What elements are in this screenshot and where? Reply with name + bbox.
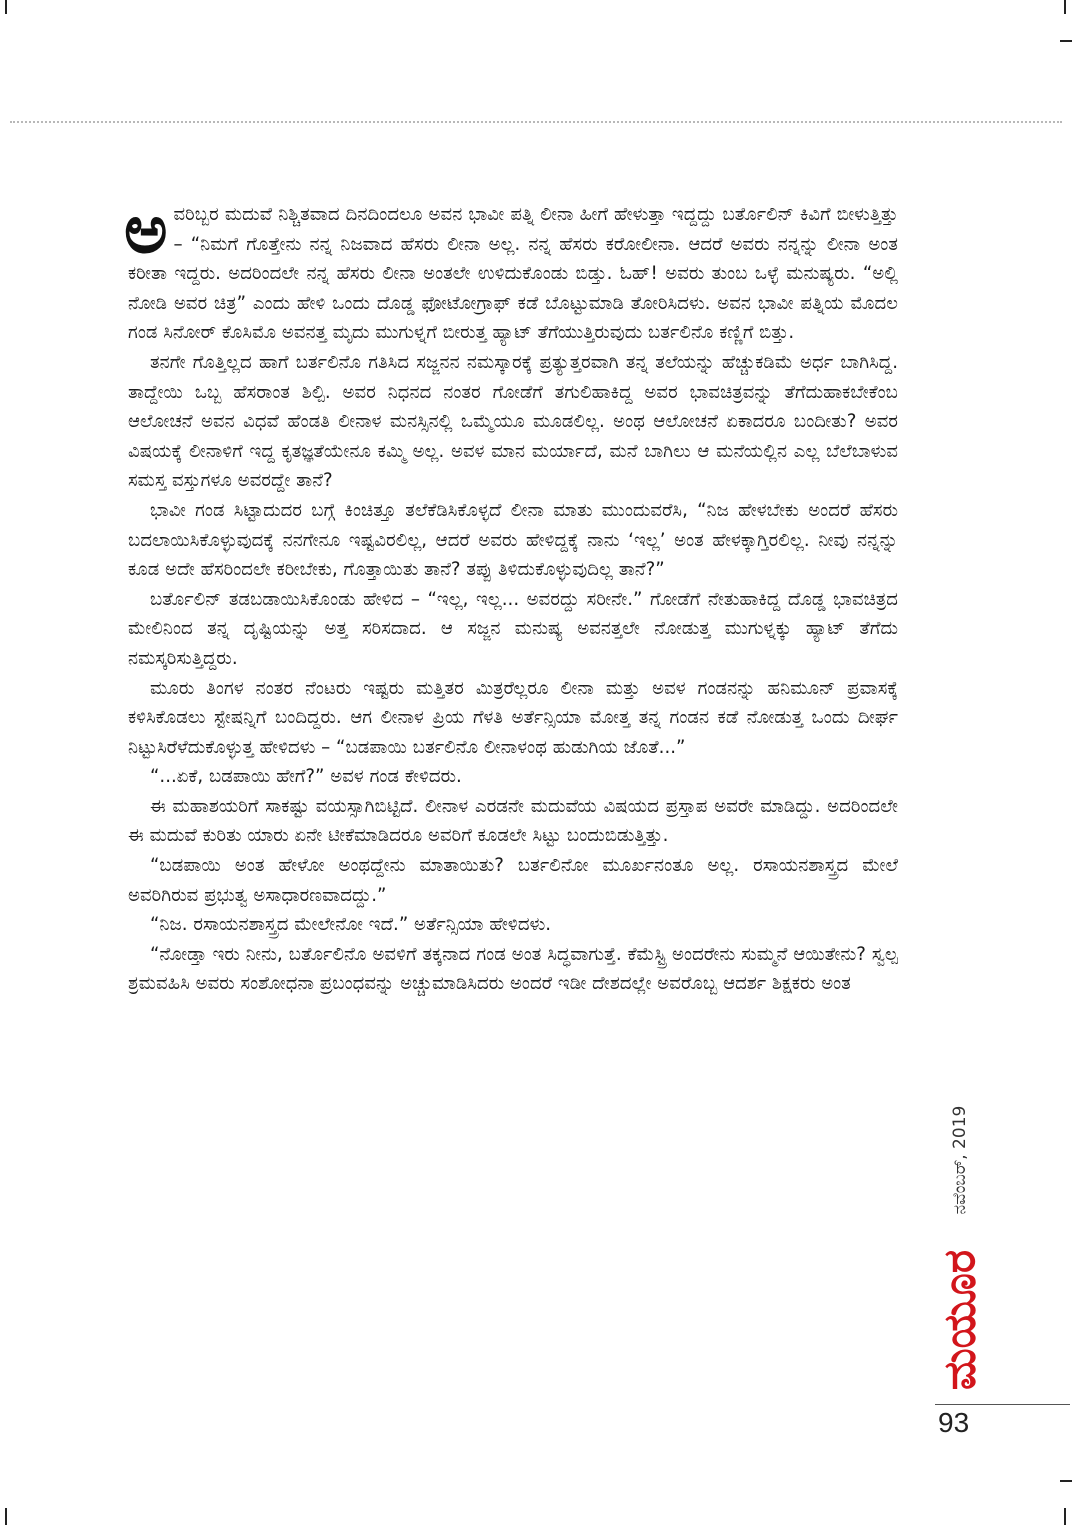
article-paragraph: “ನಿಜ. ರಸಾಯನಶಾಸ್ತ್ರದ ಮೇಲೇನೋ ಇದೆ.” ಅರ್ತೆನ್ಸಿಯಾ ಹೇಳಿದಳು. [150,914,552,936]
crop-mark-top-right [1064,0,1066,14]
article-paragraph: ಭಾವೀ ಗಂಡ ಸಿಟ್ಟಾದುದರ ಬಗ್ಗೆ ಕಿಂಚಿತ್ತೂ ತಲೆಕೆಡಿಸಿಕೊಳ್ಳದೆ ಲೀನಾ ಮಾತು ಮುಂದುವರೆಸಿ, “ನಿಜ ಹೇಳಬೇಕು ಅಂದರೆ ಹೆಸರು ಬದಲಾಯಿಸಿಕೊಳ್ಳುವುದಕ್ಕೆ ನನಗೇನೂ ಇಷ್ಟವಿರಲಿಲ್ಲ, ಆದರೆ ಅವರು ಹೇಳಿದ್ದಕ್ಕೆ ನಾನು ‘ಇಲ್ಲ’ ಅಂತ ಹೇಳಕ್ಕಾಗ್ತಿರಲಿಲ್ಲ. ನೀವು ನನ್ನನ್ನು ಕೂಡ ಅದೇ ಹೆಸರಿಂದಲೇ ಕರೀಬೇಕು, ಗೊತ್ತಾಯಿತು ತಾನೆ? ತಪ್ಪು ತಿಳಿದುಕೊಳ್ಳುವುದಿಲ್ಲ ತಾನೆ?” [128,499,898,581]
article-paragraph: “...ಏಕೆ, ಬಡಪಾಯಿ ಹೇಗೆ?” ಅವಳ ಗಂಡ ಕೇಳಿದರು. [150,766,462,788]
magazine-logo [920,1240,1000,1400]
article-paragraph: ತನಗೇ ಗೊತ್ತಿಲ್ಲದ ಹಾಗೆ ಬರ್ತಲಿನೊ ಗತಿಸಿದ ಸಜ್ಜನನ ನಮಸ್ಕಾರಕ್ಕೆ ಪ್ರತ್ಯುತ್ತರವಾಗಿ ತನ್ನ ತಲೆಯನ್ನು ಹೆಚ್ಚುಕಡಿಮೆ ಅರ್ಧ ಬಾಗಿಸಿದ್ದ. ತಾದ್ದೇಯಿ ಒಬ್ಬ ಹೆಸರಾಂತ ಶಿಲ್ಪಿ. ಅವರ ನಿಧನದ ನಂತರ ಗೋಡೆಗೆ ತಗುಲಿಹಾಕಿದ್ದ ಅವರ ಭಾವಚಿತ್ರವನ್ನು ತೆಗೆದುಹಾಕಬೇಕೆಂಬ ಆಲೋಚನೆ ಅವನ ವಿಧವೆ ಹೆಂಡತಿ ಲೀನಾಳ ಮನಸ್ಸಿನಲ್ಲಿ ಒಮ್ಮೆಯೂ ಮೂಡಲಿಲ್ಲ. ಅಂಥ ಆಲೋಚನೆ ಏಕಾದರೂ ಬಂದೀತು? ಅವರ ವಿಷಯಕ್ಕೆ ಲೀನಾಳಿಗೆ ಇದ್ದ ಕೃತಜ್ಞತೆಯೇನೂ ಕಮ್ಮಿ ಅಲ್ಲ. ಅವಳ ಮಾನ ಮರ್ಯಾದೆ, ಮನೆ ಬಾಗಿಲು ಆ ಮನೆಯಲ್ಲಿನ ಎಲ್ಲ ಬೆಲೆಬಾಳುವ ಸಮಸ್ತ ವಸ್ತುಗಳೂ ಅವರದ್ದೇ ತಾನೆ? [128,351,898,492]
article-paragraph: ಬರ್ತೊಲಿನ್ ತಡಬಡಾಯಿಸಿಕೊಂಡು ಹೇಳಿದ – “ಇಲ್ಲ, ಇಲ್ಲ... ಅವರದ್ದು ಸರೀನೇ.” ಗೋಡೆಗೆ ನೇತುಹಾಕಿದ್ದ ದೊಡ್ಡ ಭಾವಚಿತ್ರದ ಮೇಲಿನಿಂದ ತನ್ನ ದೃಷ್ಟಿಯನ್ನು ಅತ್ತ ಸರಿಸದಾದ. ಆ ಸಜ್ಜನ ಮನುಷ್ಯ ಅವನತ್ತಲೇ ನೋಡುತ್ತ ಮುಗುಳ್ನಕ್ಕು ಹ್ಯಾಟ್ ತೆಗೆದು ನಮಸ್ಕರಿಸುತ್ತಿದ್ದರು. [128,588,898,669]
magazine-logo-text: ಮಯೂರ [934,1249,986,1391]
header-dotted-rule [10,121,1062,123]
issue-date [925,1090,995,1230]
drop-cap: ಅ [124,191,168,268]
article-paragraph: ಈ ಮಹಾಶಯರಿಗೆ ಸಾಕಷ್ಟು ವಯಸ್ಸಾಗಿಬಿಟ್ಟಿದೆ. ಲೀನಾಳ ಎರಡನೇ ಮದುವೆಯ ವಿಷಯದ ಪ್ರಸ್ತಾಪ ಅವರೇ ಮಾಡಿದ್ದು. ಅದರಿಂದಲೇ ಈ ಮದುವೆ ಕುರಿತು ಯಾರು ಏನೇ ಟೀಕೆಮಾಡಿದರೂ ಅವರಿಗೆ ಕೂಡಲೇ ಸಿಟ್ಟು ಬಂದುಬಿಡುತ್ತಿತ್ತು. [128,795,898,847]
crop-mark-bottom-left [5,1508,7,1525]
article-paragraph [124,191,898,348]
article-body [124,191,898,999]
article-paragraph: “ಬಡಪಾಯಿ ಅಂತ ಹೇಳೋ ಅಂಥದ್ದೇನು ಮಾತಾಯಿತು? ಬರ್ತಲಿನೋ ಮೂರ್ಖನಂತೂ ಅಲ್ಲ. ರಸಾಯನಶಾಸ್ತ್ರದ ಮೇಲೆ ಅವರಿಗಿರುವ ಪ್ರಭುತ್ವ ಅಸಾಧಾರಣವಾದದ್ದು.” [128,855,898,906]
article-paragraph: ಮೂರು ತಿಂಗಳ ನಂತರ ನೆಂಟರು ಇಷ್ಟರು ಮತ್ತಿತರ ಮಿತ್ರರೆಲ್ಲರೂ ಲೀನಾ ಮತ್ತು ಅವಳ ಗಂಡನನ್ನು ಹನಿಮೂನ್ ಪ್ರವಾಸಕ್ಕೆ ಕಳಿಸಿಕೊಡಲು ಸ್ಟೇಷನ್ನಿಗೆ ಬಂದಿದ್ದರು. ಆಗ ಲೀನಾಳ ಪ್ರಿಯ ಗೆಳತಿ ಅರ್ತೆನ್ಸಿಯಾ ಮೋತ್ತ ತನ್ನ ಗಂಡನ ಕಡೆ ನೋಡುತ್ತ ಒಂದು ದೀರ್ಘ ನಿಟ್ಟುಸಿರೆಳೆದುಕೊಳ್ಳುತ್ತ ಹೇಳಿದಳು – “ಬಡಪಾಯಿ ಬರ್ತಲಿನೊ ಲೀನಾಳಂಥ ಹುಡುಗಿಯ ಜೊತೆ...” [128,677,898,758]
crop-mark-right-upper [1060,40,1072,42]
article-paragraph: “ನೋಡ್ತಾ ಇರು ನೀನು, ಬರ್ತೊಲಿನೊ ಅವಳಿಗೆ ತಕ್ಕನಾದ ಗಂಡ ಅಂತ ಸಿದ್ಧವಾಗುತ್ತೆ. ಕೆಮೆಸ್ಟ್ರಿ ಅಂದರೇನು ಸುಮ್ಮನೆ ಆಯಿತೇನು? ಸ್ವಲ್ಪ ಶ್ರಮವಹಿಸಿ ಅವರು ಸಂಶೋಧನಾ ಪ್ರಬಂಧವನ್ನು ಅಚ್ಚುಮಾಡಿಸಿದರು ಅಂದರೆ ಇಡೀ ದೇಶದಲ್ಲೇ ಅವರೊಬ್ಬ ಆದರ್ಶ ಶಿಕ್ಷಕರು ಅಂತ [128,943,898,995]
crop-mark-right-lower [1060,1480,1072,1482]
page-number-rule [935,1404,1070,1405]
page-number: 93 [938,1407,970,1438]
crop-mark-bottom-right [1064,1508,1066,1525]
issue-date-text: ನವೆಂಬರ್, 2019 [950,1105,970,1215]
paragraph-text: ವರಿಬ್ಬರ ಮದುವೆ ನಿಶ್ಚಿತವಾದ ದಿನದಿಂದಲೂ ಅವನ ಭಾವೀ ಪತ್ನಿ ಲೀನಾ ಹೀಗೆ ಹೇಳುತ್ತಾ ಇದ್ದದ್ದು ಬರ್ತೊಲಿನ್ ಕಿವಿಗೆ ಬೀಳುತ್ತಿತ್ತು – “ನಿಮಗೆ ಗೊತ್ತೇನು ನನ್ನ ನಿಜವಾದ ಹೆಸರು ಲೀನಾ ಅಲ್ಲ. ನನ್ನ ಹೆಸರು ಕರೋಲೀನಾ. ಆದರೆ ಅವರು ನನ್ನನ್ನು ಲೀನಾ ಅಂತ ಕರೀತಾ ಇದ್ದರು. ಅದರಿಂದಲೇ ನನ್ನ ಹೆಸರು ಲೀನಾ ಅಂತಲೇ ಉಳಿದುಕೊಂಡು ಬಿಡ್ತು. ಓಹ್! ಅವರು ತುಂಬ ಒಳ್ಳೆ ಮನುಷ್ಯರು. “ಅಲ್ಲಿ ನೋಡಿ ಅವರ ಚಿತ್ರ” ಎಂದು ಹೇಳಿ ಒಂದು ದೊಡ್ಡ ಫೋಟೋಗ್ರಾಫ್ ಕಡೆ ಬೊಟ್ಟುಮಾಡಿ ತೋರಿಸಿದಳು. ಅವನ ಭಾವೀ ಪತ್ನಿಯ ಮೊದಲ ಗಂಡ ಸಿನೋರ್ ಕೊಸಿಮೊ ಅವನತ್ತ ಮೃದು ಮುಗುಳ್ನಗೆ ಬೀರುತ್ತ ಹ್ಯಾಟ್ ತೆಗೆಯುತ್ತಿರುವುದು ಬರ್ತಲಿನೊ ಕಣ್ಣಿಗೆ ಬಿತ್ತು. [128,204,898,344]
crop-mark-top-left [5,0,7,14]
